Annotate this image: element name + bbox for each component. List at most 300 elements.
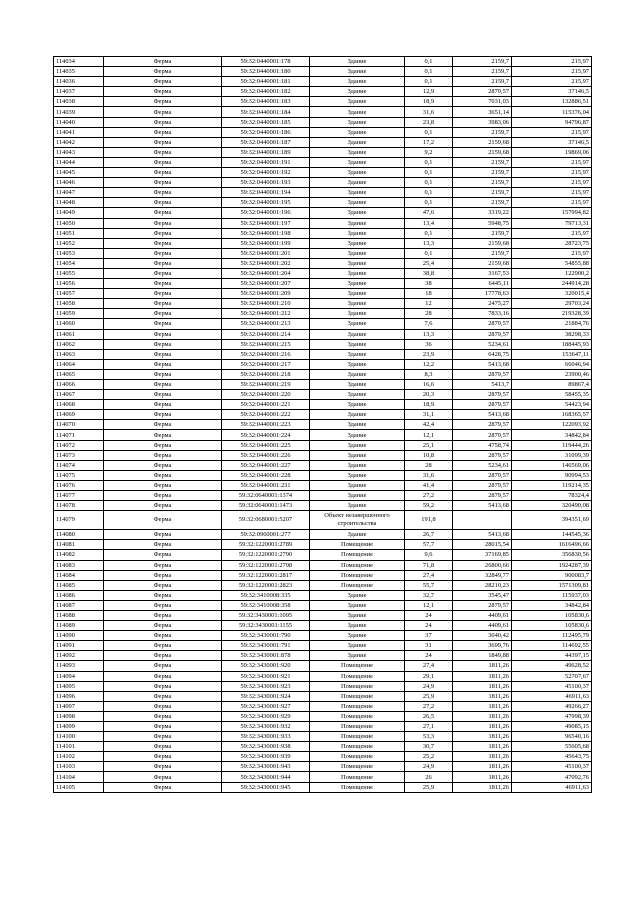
cadastral-value-cell: 66046,94 xyxy=(512,359,592,369)
table-row xyxy=(54,491,592,501)
unit-value-cell: 2159,68 xyxy=(453,147,512,157)
object-type-cell: Здание xyxy=(310,610,405,620)
unit-value-cell: 4758,74 xyxy=(453,440,512,450)
object-type-cell: Здание xyxy=(310,97,405,107)
cadastral-value-cell: 96540,16 xyxy=(512,732,592,742)
object-name-cell: Ферма xyxy=(104,742,222,752)
object-name-cell: Ферма xyxy=(104,651,222,661)
unit-value-cell: 2879,57 xyxy=(453,87,512,97)
object-name-cell: Ферма xyxy=(104,349,222,359)
object-name-cell: Ферма xyxy=(104,87,222,97)
cadastral-value-cell: 37146,5 xyxy=(512,137,592,147)
table-row xyxy=(54,248,592,258)
table-row xyxy=(54,188,592,198)
unit-value-cell: 1811,26 xyxy=(453,661,512,671)
cadastral-number-cell: 59:32:3430001:927 xyxy=(222,701,310,711)
area-cell: 71,8 xyxy=(405,560,453,570)
cadastral-number-cell: 59:32:0440001:184 xyxy=(222,107,310,117)
object-type-cell: Здание xyxy=(310,359,405,369)
table-row xyxy=(54,299,592,309)
object-type-cell: Здание xyxy=(310,157,405,167)
unit-value-cell: 17778,63 xyxy=(453,289,512,299)
cadastral-number-cell: 59:32:3430001:920 xyxy=(222,661,310,671)
row-number-cell: 114096 xyxy=(54,691,104,701)
row-number-cell: 114089 xyxy=(54,621,104,631)
area-cell: 18,9 xyxy=(405,97,453,107)
object-type-cell: Здание xyxy=(310,430,405,440)
row-number-cell: 114035 xyxy=(54,67,104,77)
row-number-cell: 114092 xyxy=(54,651,104,661)
object-type-cell: Помещение xyxy=(310,701,405,711)
unit-value-cell: 5234,61 xyxy=(453,339,512,349)
unit-value-cell: 3545,47 xyxy=(453,590,512,600)
table-row xyxy=(54,651,592,661)
cadastral-value-cell: 34842,84 xyxy=(512,430,592,440)
unit-value-cell: 1811,26 xyxy=(453,752,512,762)
object-name-cell: Ферма xyxy=(104,168,222,178)
cadastral-value-cell: 31099,39 xyxy=(512,450,592,460)
table-row xyxy=(54,742,592,752)
object-name-cell: Ферма xyxy=(104,97,222,107)
area-cell: 8,3 xyxy=(405,369,453,379)
table-row xyxy=(54,590,592,600)
row-number-cell: 114071 xyxy=(54,430,104,440)
cadastral-value-cell: 28723,75 xyxy=(512,238,592,248)
row-number-cell: 114065 xyxy=(54,369,104,379)
table-row xyxy=(54,410,592,420)
object-type-cell: Здание xyxy=(310,147,405,157)
table-row xyxy=(54,137,592,147)
table-row xyxy=(54,57,592,67)
unit-value-cell: 2159,68 xyxy=(453,258,512,268)
object-type-cell: Здание xyxy=(310,450,405,460)
object-name-cell: Ферма xyxy=(104,268,222,278)
row-number-cell: 114069 xyxy=(54,410,104,420)
table-row xyxy=(54,430,592,440)
object-type-cell: Здание xyxy=(310,410,405,420)
table-row xyxy=(54,732,592,742)
area-cell: 31,6 xyxy=(405,107,453,117)
table-row xyxy=(54,762,592,772)
object-name-cell: Ферма xyxy=(104,258,222,268)
row-number-cell: 114088 xyxy=(54,610,104,620)
object-name-cell: Ферма xyxy=(104,57,222,67)
area-cell: 26 xyxy=(405,772,453,782)
row-number-cell: 114086 xyxy=(54,590,104,600)
unit-value-cell: 2159,68 xyxy=(453,238,512,248)
object-name-cell: Ферма xyxy=(104,410,222,420)
cadastral-number-cell: 59:32:0440001:217 xyxy=(222,359,310,369)
unit-value-cell: 2159,7 xyxy=(453,127,512,137)
cadastral-number-cell: 59:32:0440001:202 xyxy=(222,258,310,268)
area-cell: 18 xyxy=(405,289,453,299)
cadastral-value-cell: 244914,28 xyxy=(512,279,592,289)
area-cell: 53,3 xyxy=(405,732,453,742)
table-row xyxy=(54,560,592,570)
cadastral-value-cell: 215,97 xyxy=(512,198,592,208)
cadastral-value-cell: 52707,67 xyxy=(512,671,592,681)
object-name-cell: Ферма xyxy=(104,480,222,490)
unit-value-cell: 3651,14 xyxy=(453,107,512,117)
area-cell: 37 xyxy=(405,631,453,641)
row-number-cell: 114085 xyxy=(54,580,104,590)
object-name-cell: Ферма xyxy=(104,319,222,329)
cadastral-number-cell: 59:32:0440001:220 xyxy=(222,390,310,400)
object-type-cell: Здание xyxy=(310,268,405,278)
cadastral-value-cell: 105830,6 xyxy=(512,621,592,631)
object-type-cell: Здание xyxy=(310,440,405,450)
table-row xyxy=(54,359,592,369)
cadastral-value-cell: 112495,79 xyxy=(512,631,592,641)
cadastral-value-cell: 168365,57 xyxy=(512,410,592,420)
row-number-cell: 114036 xyxy=(54,77,104,87)
object-name-cell: Ферма xyxy=(104,671,222,681)
cadastral-number-cell: 59:32:0440001:201 xyxy=(222,248,310,258)
area-cell: 24 xyxy=(405,621,453,631)
object-name-cell: Ферма xyxy=(104,430,222,440)
object-type-cell: Здание xyxy=(310,127,405,137)
row-number-cell: 114101 xyxy=(54,742,104,752)
object-type-cell: Здание xyxy=(310,420,405,430)
row-number-cell: 114090 xyxy=(54,631,104,641)
object-type-cell: Здание xyxy=(310,208,405,218)
unit-value-cell: 4409,61 xyxy=(453,610,512,620)
area-cell: 41,4 xyxy=(405,480,453,490)
object-name-cell: Ферма xyxy=(104,218,222,228)
table-row xyxy=(54,77,592,87)
area-cell: 12,1 xyxy=(405,430,453,440)
unit-value-cell: 2159,7 xyxy=(453,248,512,258)
area-cell: 25,1 xyxy=(405,440,453,450)
row-number-cell: 114094 xyxy=(54,671,104,681)
cadastral-value-cell: 49628,52 xyxy=(512,661,592,671)
unit-value-cell: 5413,68 xyxy=(453,410,512,420)
row-number-cell: 114099 xyxy=(54,722,104,732)
cadastral-number-cell: 59:32:0440001:227 xyxy=(222,460,310,470)
area-cell: 0,1 xyxy=(405,67,453,77)
area-cell: 0,1 xyxy=(405,248,453,258)
table-row xyxy=(54,631,592,641)
cadastral-number-cell: 59:32:3410008:358 xyxy=(222,600,310,610)
area-cell: 24 xyxy=(405,651,453,661)
table-row xyxy=(54,772,592,782)
area-cell: 13,4 xyxy=(405,218,453,228)
cadastral-number-cell: 59:32:0440001:187 xyxy=(222,137,310,147)
unit-value-cell: 2159,7 xyxy=(453,188,512,198)
area-cell: 59,2 xyxy=(405,501,453,511)
object-type-cell: Здание xyxy=(310,339,405,349)
object-name-cell: Ферма xyxy=(104,309,222,319)
object-type-cell: Здание xyxy=(310,621,405,631)
object-name-cell: Ферма xyxy=(104,511,222,530)
object-type-cell: Здание xyxy=(310,651,405,661)
unit-value-cell: 3699,76 xyxy=(453,641,512,651)
table-row xyxy=(54,87,592,97)
area-cell: 0,1 xyxy=(405,188,453,198)
cadastral-value-cell: 34842,84 xyxy=(512,600,592,610)
cadastral-number-cell: 59:32:0440001:223 xyxy=(222,420,310,430)
cadastral-number-cell: 59:32:0440001:199 xyxy=(222,238,310,248)
row-number-cell: 114091 xyxy=(54,641,104,651)
row-number-cell: 114054 xyxy=(54,258,104,268)
row-number-cell: 114097 xyxy=(54,701,104,711)
cadastral-value-cell: 219328,39 xyxy=(512,309,592,319)
unit-value-cell xyxy=(453,511,512,530)
area-cell: 32,7 xyxy=(405,590,453,600)
table-row xyxy=(54,460,592,470)
table-row xyxy=(54,511,592,530)
cadastral-value-cell: 900083,7 xyxy=(512,570,592,580)
area-cell: 26,5 xyxy=(405,711,453,721)
object-type-cell: Здание xyxy=(310,77,405,87)
area-cell: 38 xyxy=(405,279,453,289)
area-cell: 25,9 xyxy=(405,782,453,792)
cadastral-number-cell: 59:32:0440001:197 xyxy=(222,218,310,228)
row-number-cell: 114093 xyxy=(54,661,104,671)
cadastral-value-cell: 94796,87 xyxy=(512,117,592,127)
row-number-cell: 114038 xyxy=(54,97,104,107)
cadastral-number-cell: 59:32:3430001:929 xyxy=(222,711,310,721)
object-name-cell: Ферма xyxy=(104,691,222,701)
cadastral-number-cell: 59:32:0440001:228 xyxy=(222,470,310,480)
table-row xyxy=(54,268,592,278)
table-row xyxy=(54,279,592,289)
object-name-cell: Ферма xyxy=(104,470,222,480)
row-number-cell: 114061 xyxy=(54,329,104,339)
unit-value-cell: 2879,57 xyxy=(453,400,512,410)
object-type-cell: Здание xyxy=(310,600,405,610)
cadastral-value-cell: 45643,75 xyxy=(512,752,592,762)
cadastral-number-cell: 59:32:0440001:222 xyxy=(222,410,310,420)
cadastral-number-cell: 59:32:0440001:186 xyxy=(222,127,310,137)
cadastral-number-cell: 59:32:3430001:1095 xyxy=(222,610,310,620)
area-cell: 18,9 xyxy=(405,400,453,410)
row-number-cell: 114042 xyxy=(54,137,104,147)
row-number-cell: 114040 xyxy=(54,117,104,127)
table-row xyxy=(54,329,592,339)
table-row xyxy=(54,369,592,379)
unit-value-cell: 6428,75 xyxy=(453,349,512,359)
cadastral-number-cell: 59:32:3430001:878 xyxy=(222,651,310,661)
row-number-cell: 114043 xyxy=(54,147,104,157)
table-row xyxy=(54,722,592,732)
unit-value-cell: 2159,7 xyxy=(453,77,512,87)
area-cell: 7,6 xyxy=(405,319,453,329)
unit-value-cell: 1811,26 xyxy=(453,691,512,701)
cadastral-number-cell: 59:32:0440001:210 xyxy=(222,299,310,309)
cadastral-value-cell: 144545,36 xyxy=(512,530,592,540)
row-number-cell: 114039 xyxy=(54,107,104,117)
row-number-cell: 114058 xyxy=(54,299,104,309)
table-row xyxy=(54,671,592,681)
object-name-cell: Ферма xyxy=(104,590,222,600)
object-name-cell: Ферма xyxy=(104,440,222,450)
area-cell: 13,3 xyxy=(405,329,453,339)
unit-value-cell: 2879,57 xyxy=(453,369,512,379)
cadastral-value-table xyxy=(53,56,592,793)
row-number-cell: 114062 xyxy=(54,339,104,349)
cadastral-number-cell: 59:32:3430001:923 xyxy=(222,681,310,691)
area-cell: 38,8 xyxy=(405,268,453,278)
row-number-cell: 114051 xyxy=(54,228,104,238)
object-name-cell: Ферма xyxy=(104,238,222,248)
cadastral-value-cell: 119444,26 xyxy=(512,440,592,450)
unit-value-cell: 2879,57 xyxy=(453,430,512,440)
object-type-cell: Помещение xyxy=(310,711,405,721)
table-row xyxy=(54,258,592,268)
table-row xyxy=(54,782,592,792)
unit-value-cell: 5413,7 xyxy=(453,380,512,390)
cadastral-value-cell: 320015,4 xyxy=(512,289,592,299)
table-row xyxy=(54,530,592,540)
area-cell: 0,1 xyxy=(405,178,453,188)
cadastral-number-cell: 59:32:1220001:2823 xyxy=(222,580,310,590)
unit-value-cell: 2159,7 xyxy=(453,168,512,178)
object-type-cell: Здание xyxy=(310,228,405,238)
object-type-cell: Здание xyxy=(310,188,405,198)
table-row xyxy=(54,319,592,329)
object-type-cell: Помещение xyxy=(310,762,405,772)
row-number-cell: 114068 xyxy=(54,400,104,410)
object-type-cell: Здание xyxy=(310,530,405,540)
row-number-cell: 114045 xyxy=(54,168,104,178)
area-cell: 25,4 xyxy=(405,258,453,268)
cadastral-value-cell: 215,97 xyxy=(512,248,592,258)
cadastral-value-cell: 45100,37 xyxy=(512,681,592,691)
unit-value-cell: 5234,61 xyxy=(453,460,512,470)
row-number-cell: 114060 xyxy=(54,319,104,329)
unit-value-cell: 6445,11 xyxy=(453,279,512,289)
area-cell: 23,8 xyxy=(405,117,453,127)
unit-value-cell: 1811,26 xyxy=(453,711,512,721)
unit-value-cell: 1811,26 xyxy=(453,701,512,711)
object-type-cell: Здание xyxy=(310,631,405,641)
object-name-cell: Ферма xyxy=(104,188,222,198)
area-cell: 24,9 xyxy=(405,681,453,691)
table-row xyxy=(54,289,592,299)
object-type-cell: Здание xyxy=(310,258,405,268)
cadastral-number-cell: 59:32:0440001:207 xyxy=(222,279,310,289)
table-row xyxy=(54,621,592,631)
object-type-cell: Здание xyxy=(310,491,405,501)
object-type-cell: Здание xyxy=(310,390,405,400)
cadastral-value-cell: 79713,31 xyxy=(512,218,592,228)
table-row xyxy=(54,208,592,218)
cadastral-number-cell: 59:32:0440001:204 xyxy=(222,268,310,278)
cadastral-number-cell: 59:32:0440001:181 xyxy=(222,77,310,87)
object-name-cell: Ферма xyxy=(104,491,222,501)
table-row xyxy=(54,178,592,188)
table-row xyxy=(54,238,592,248)
area-cell: 27,2 xyxy=(405,491,453,501)
object-name-cell: Ферма xyxy=(104,198,222,208)
row-number-cell: 114100 xyxy=(54,732,104,742)
cadastral-value-cell: 19869,06 xyxy=(512,147,592,157)
area-cell: 27,4 xyxy=(405,570,453,580)
row-number-cell: 114044 xyxy=(54,157,104,167)
unit-value-cell: 2879,57 xyxy=(453,390,512,400)
object-type-cell: Здание xyxy=(310,87,405,97)
cadastral-value-cell: 215,97 xyxy=(512,67,592,77)
object-type-cell: Здание xyxy=(310,349,405,359)
object-name-cell: Ферма xyxy=(104,540,222,550)
object-name-cell: Ферма xyxy=(104,752,222,762)
row-number-cell: 114063 xyxy=(54,349,104,359)
cadastral-number-cell: 59:32:3430001:1155 xyxy=(222,621,310,631)
row-number-cell: 114095 xyxy=(54,681,104,691)
table-row xyxy=(54,580,592,590)
object-type-cell: Здание xyxy=(310,218,405,228)
object-name-cell: Ферма xyxy=(104,722,222,732)
cadastral-number-cell: 59:32:0440001:192 xyxy=(222,168,310,178)
table-body xyxy=(54,57,592,793)
object-type-cell: Здание xyxy=(310,137,405,147)
object-name-cell: Ферма xyxy=(104,400,222,410)
row-number-cell: 114064 xyxy=(54,359,104,369)
table-row xyxy=(54,228,592,238)
cadastral-number-cell: 59:32:3430001:921 xyxy=(222,671,310,681)
cadastral-value-cell: 122900,2 xyxy=(512,268,592,278)
object-name-cell: Ферма xyxy=(104,530,222,540)
row-number-cell: 114050 xyxy=(54,218,104,228)
area-cell: 12,2 xyxy=(405,359,453,369)
cadastral-number-cell: 59:32:3430001:933 xyxy=(222,732,310,742)
cadastral-value-cell: 58455,35 xyxy=(512,390,592,400)
object-type-cell: Здание xyxy=(310,501,405,511)
cadastral-value-cell: 89867,4 xyxy=(512,380,592,390)
object-type-cell: Помещение xyxy=(310,560,405,570)
row-number-cell: 114052 xyxy=(54,238,104,248)
cadastral-value-cell: 37146,5 xyxy=(512,87,592,97)
unit-value-cell: 1811,26 xyxy=(453,772,512,782)
row-number-cell: 114066 xyxy=(54,380,104,390)
table-row xyxy=(54,570,592,580)
object-name-cell: Ферма xyxy=(104,782,222,792)
table-row xyxy=(54,641,592,651)
cadastral-value-cell: 157994,82 xyxy=(512,208,592,218)
cadastral-value-cell: 215,97 xyxy=(512,168,592,178)
object-name-cell: Ферма xyxy=(104,550,222,560)
table-row xyxy=(54,681,592,691)
object-name-cell: Ферма xyxy=(104,450,222,460)
cadastral-number-cell: 59:32:0440001:216 xyxy=(222,349,310,359)
object-name-cell: Ферма xyxy=(104,380,222,390)
object-name-cell: Ферма xyxy=(104,107,222,117)
table-row xyxy=(54,480,592,490)
unit-value-cell: 2159,7 xyxy=(453,228,512,238)
object-name-cell: Ферма xyxy=(104,117,222,127)
object-name-cell: Ферма xyxy=(104,369,222,379)
area-cell: 24,9 xyxy=(405,762,453,772)
cadastral-number-cell: 59:32:0440001:218 xyxy=(222,369,310,379)
row-number-cell: 114079 xyxy=(54,511,104,530)
object-type-cell: Здание xyxy=(310,57,405,67)
object-name-cell: Ферма xyxy=(104,732,222,742)
object-name-cell: Ферма xyxy=(104,208,222,218)
cadastral-number-cell: 59:32:3430001:939 xyxy=(222,752,310,762)
area-cell: 12,1 xyxy=(405,600,453,610)
object-type-cell: Помещение xyxy=(310,722,405,732)
area-cell: 0,1 xyxy=(405,157,453,167)
cadastral-value-cell: 23900,46 xyxy=(512,369,592,379)
object-name-cell: Ферма xyxy=(104,641,222,651)
area-cell: 0,1 xyxy=(405,198,453,208)
cadastral-number-cell: 59:32:0440001:198 xyxy=(222,228,310,238)
area-cell: 20,3 xyxy=(405,390,453,400)
row-number-cell: 114046 xyxy=(54,178,104,188)
cadastral-number-cell: 59:32:0440001:221 xyxy=(222,400,310,410)
cadastral-number-cell: 59:32:1220001:2790 xyxy=(222,550,310,560)
